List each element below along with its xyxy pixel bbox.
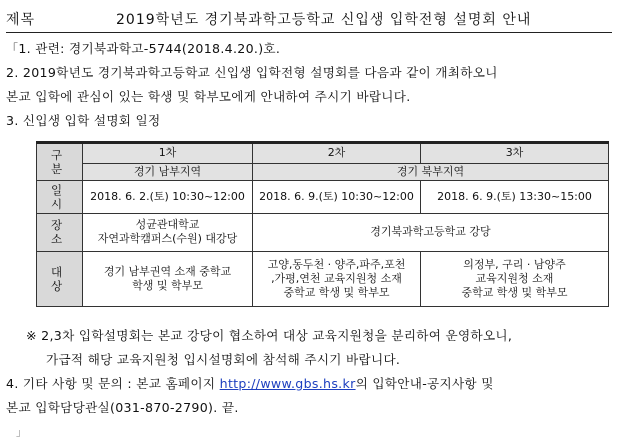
round-3-header: 3차 — [421, 143, 609, 164]
region-south-cell: 경기 남부지역 — [83, 163, 253, 181]
table-row — [37, 181, 609, 213]
time-label-cell: 일 시 — [37, 181, 83, 213]
contact-text: 4. 기타 사항 및 문의 : 본교 홈페이지 — [6, 376, 216, 391]
body-line-5 — [6, 373, 494, 392]
target-round-2-line-1: 고양,동두천 · 양주,파주,포천 — [267, 257, 406, 271]
body-line-6: 본교 입학담당관실(031-870-2790). 끝. — [6, 400, 239, 415]
target-round-3-line-1: 의정부, 구리 · 남양주 — [463, 257, 566, 271]
target-round-1-line-2: 학생 및 학부모 — [132, 278, 203, 292]
target-round-3 — [421, 251, 609, 306]
target-round-3-line-3: 중학교 학생 및 학부모 — [461, 285, 568, 299]
note-line-2: 가급적 해당 교육지원청 입시설명회에 참석해 주시기 바랍니다. — [46, 352, 401, 367]
place-round-1 — [83, 213, 253, 251]
region-north-cell: 경기 북부지역 — [253, 163, 609, 181]
contact-tail-text: 의 입학안내-공지사항 및 — [355, 376, 494, 391]
table-row — [37, 163, 609, 181]
target-round-2-line-2: ,가평,연천 교육지원청 소재 — [271, 271, 402, 285]
reference-line: 1. 관련: 경기북과학고-5744(2018.4.20.)호. — [18, 41, 281, 56]
round-1-header: 1차 — [83, 143, 253, 164]
place-round-2-3: 경기북과학고등학교 강당 — [253, 213, 609, 251]
note-line-1: ※ 2,3차 입학설명회는 본교 강당이 협소하여 대상 교육지원청을 분리하여 운영하오니, — [26, 328, 513, 343]
target-label-cell: 대 상 — [37, 251, 83, 306]
division-header-cell: 구 분 — [37, 143, 83, 181]
round-2-header: 2차 — [253, 143, 421, 164]
place-label-cell: 장 소 — [37, 213, 83, 251]
time-round-2: 2018. 6. 9.(토) 10:30~12:00 — [253, 181, 421, 213]
table-row — [37, 213, 609, 251]
target-round-2-line-3: 중학교 학생 및 학부모 — [283, 285, 390, 299]
document-title-row — [6, 6, 612, 33]
place-round-1-line-2: 자연과학캠퍼스(수원) 대강당 — [97, 232, 238, 246]
body-line-1 — [6, 38, 280, 57]
body-line-4: 3. 신입생 입학 설명회 일정 — [6, 113, 161, 128]
target-round-1-line-1: 경기 남부권역 소재 중학교 — [103, 264, 232, 278]
opening-quote-mark: 「 — [6, 42, 19, 56]
table-row — [37, 251, 609, 306]
school-homepage-link[interactable]: http://www.gbs.hs.kr — [219, 376, 356, 391]
schedule-table — [36, 141, 609, 307]
body-line-3: 본교 입학에 관심이 있는 학생 및 학부모에게 안내하여 주시기 바랍니다. — [6, 89, 411, 104]
closing-quote-mark: 」 — [16, 428, 26, 439]
time-round-3: 2018. 6. 9.(토) 13:30~15:00 — [421, 181, 609, 213]
place-round-1-line-1: 성균관대학교 — [135, 218, 200, 232]
table-row — [37, 143, 609, 164]
time-round-1: 2018. 6. 2.(토) 10:30~12:00 — [83, 181, 253, 213]
document-title: 2019학년도 경기북과학고등학교 신입생 입학전형 설명회 안내 — [116, 12, 532, 28]
target-round-2 — [253, 251, 421, 306]
body-line-2: 2. 2019학년도 경기북과학고등학교 신입생 입학전형 설명회를 다음과 같이 개최하오니 — [6, 65, 498, 80]
title-label: 제목 — [6, 12, 36, 28]
target-round-1 — [83, 251, 253, 306]
target-round-3-line-2: 교육지원청 소재 — [475, 271, 554, 285]
